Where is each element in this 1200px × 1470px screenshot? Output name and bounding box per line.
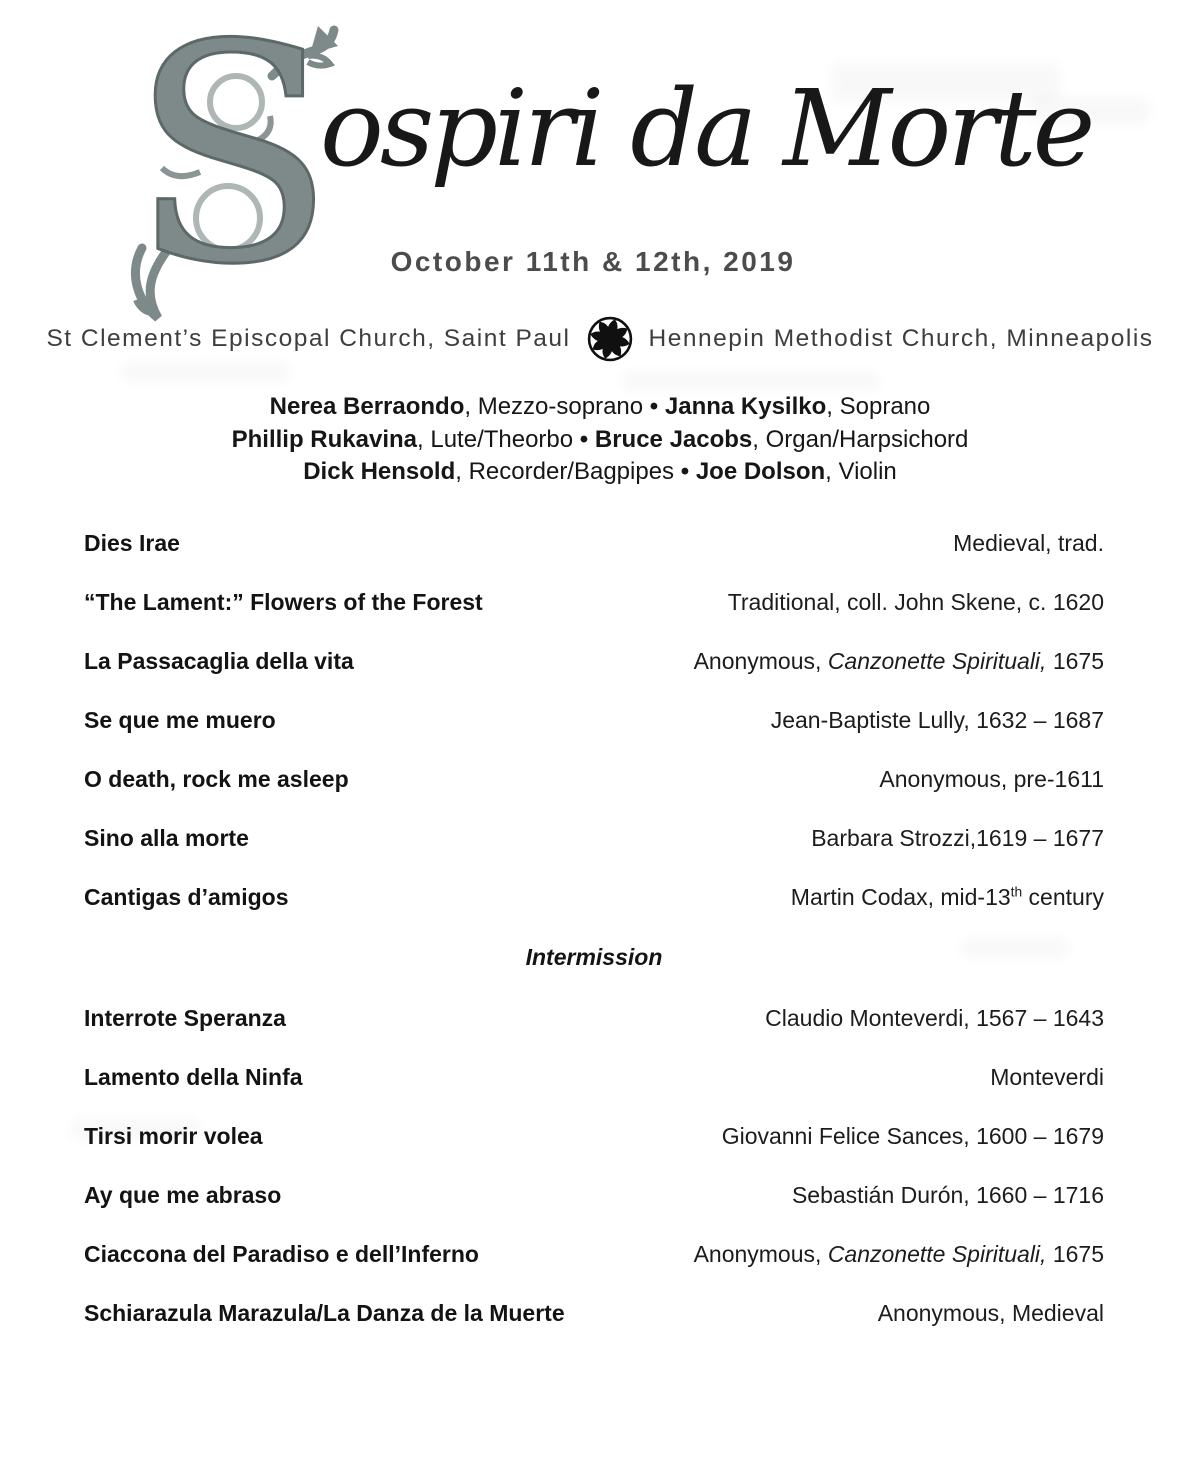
performer-segment: Bruce Jacobs xyxy=(594,425,753,453)
composer-segment: Barbara Strozzi,1619 – 1677 xyxy=(811,825,1104,851)
piece-title: Ay que me abraso xyxy=(84,1182,282,1208)
piece-composer xyxy=(878,1298,1104,1328)
piece-composer xyxy=(728,587,1104,617)
piece-composer xyxy=(792,1180,1104,1210)
program-row xyxy=(84,528,1104,558)
composer-segment: Jean-Baptiste Lully, 1632 – 1687 xyxy=(770,707,1104,733)
piece-composer xyxy=(953,528,1104,558)
piece-title: Ciaccona del Paradiso e dell’Inferno xyxy=(84,1241,479,1267)
performer-segment: , Violin xyxy=(825,458,897,485)
piece-title: Lamento della Ninfa xyxy=(84,1064,303,1090)
composer-segment: Anonymous, xyxy=(693,1241,828,1267)
performers-block xyxy=(0,391,1200,489)
piece-title: Tirsi morir volea xyxy=(84,1123,263,1149)
composer-segment: Anonymous, xyxy=(693,648,828,674)
scan-artifact xyxy=(120,362,290,382)
composer-segment: Claudio Monteverdi, 1567 – 1643 xyxy=(765,1005,1104,1031)
piece-composer xyxy=(990,1062,1104,1092)
performer-segment: • xyxy=(579,425,595,453)
composer-segment: Giovanni Felice Sances, 1600 – 1679 xyxy=(721,1123,1104,1149)
piece-title: Interrote Speranza xyxy=(84,1005,286,1031)
program-row xyxy=(84,1003,1104,1033)
program-list xyxy=(84,528,1104,1357)
composer-segment: Traditional, coll. John Skene, c. 1620 xyxy=(727,589,1104,615)
performer-segment: , Organ/Harpsichord xyxy=(752,425,969,453)
composer-segment: century xyxy=(1022,884,1104,910)
piece-title: “The Lament:” Flowers of the Forest xyxy=(84,589,483,615)
performer-line xyxy=(0,456,1200,489)
piece-title: Se que me muero xyxy=(84,707,276,733)
pinwheel-rosette-icon xyxy=(587,316,633,362)
intermission-label: Intermission xyxy=(525,944,663,970)
composer-segment: Anonymous, pre-1611 xyxy=(879,766,1104,792)
piece-composer xyxy=(879,764,1104,794)
performer-segment: , Recorder/Bagpipes xyxy=(455,458,681,485)
piece-composer xyxy=(722,1121,1104,1151)
performer-line xyxy=(0,424,1200,457)
program-row xyxy=(84,1180,1104,1210)
program-second-half xyxy=(84,1003,1104,1328)
composer-segment: 1675 xyxy=(1046,1241,1104,1267)
composer-segment: Canzonette Spirituali, xyxy=(827,648,1047,674)
performer-segment: , Mezzo-soprano xyxy=(464,393,650,420)
program-row xyxy=(84,1298,1104,1328)
performer-segment: Nerea Berraondo xyxy=(269,393,465,420)
piece-composer xyxy=(811,823,1104,853)
piece-composer xyxy=(694,1239,1104,1269)
piece-title: La Passacaglia della vita xyxy=(84,648,354,674)
piece-composer xyxy=(771,705,1104,735)
venue-left: St Clement’s Episcopal Church, Saint Paul xyxy=(46,325,571,352)
page-title-script: ospiri da Morte xyxy=(320,67,1092,190)
composer-segment: Canzonette Spirituali, xyxy=(827,1241,1047,1267)
piece-title: Dies Irae xyxy=(84,530,180,556)
program-first-half xyxy=(84,528,1104,912)
venue-right: Hennepin Methodist Church, Minneapolis xyxy=(648,325,1154,352)
ornate-initial xyxy=(104,0,344,332)
performer-segment: Phillip Rukavina xyxy=(231,425,418,453)
piece-title: Schiarazula Marazula/La Danza de la Muerte xyxy=(84,1300,565,1326)
performer-segment: , Soprano xyxy=(826,393,931,420)
piece-composer xyxy=(765,1003,1104,1033)
program-row xyxy=(84,1121,1104,1151)
composer-segment: Martin Codax, mid-13 xyxy=(790,884,1011,910)
concert-date: October 11th & 12th, 2019 xyxy=(390,246,796,277)
program-row xyxy=(84,705,1104,735)
piece-composer xyxy=(694,646,1104,676)
program-row xyxy=(84,823,1104,853)
program-row xyxy=(84,587,1104,617)
performer-segment: • xyxy=(680,458,696,485)
performer-line xyxy=(0,391,1200,424)
performer-segment: Joe Dolson xyxy=(695,458,826,485)
program-row xyxy=(84,1239,1104,1269)
program-row xyxy=(84,646,1104,676)
piece-title: O death, rock me asleep xyxy=(84,766,349,792)
composer-segment: Medieval, trad. xyxy=(953,530,1104,556)
performer-segment: Dick Hensold xyxy=(303,458,456,485)
piece-composer xyxy=(791,882,1104,912)
piece-title: Sino alla morte xyxy=(84,825,249,851)
composer-segment: th xyxy=(1010,884,1023,900)
composer-segment: Anonymous, Medieval xyxy=(877,1300,1104,1326)
composer-segment: Monteverdi xyxy=(990,1064,1104,1090)
composer-segment: Sebastián Durón, 1660 – 1716 xyxy=(791,1182,1104,1208)
ornate-initial-letter: S xyxy=(130,0,336,330)
scan-artifact xyxy=(620,372,880,390)
performer-segment: • xyxy=(649,393,665,420)
performer-segment: Janna Kysilko xyxy=(664,393,827,420)
program-row xyxy=(84,882,1104,912)
program-row xyxy=(84,764,1104,794)
piece-title: Cantigas d’amigos xyxy=(84,884,289,910)
venue-line xyxy=(0,316,1200,362)
performer-segment: , Lute/Theorbo xyxy=(417,425,580,453)
program-row xyxy=(84,1062,1104,1092)
composer-segment: 1675 xyxy=(1046,648,1104,674)
